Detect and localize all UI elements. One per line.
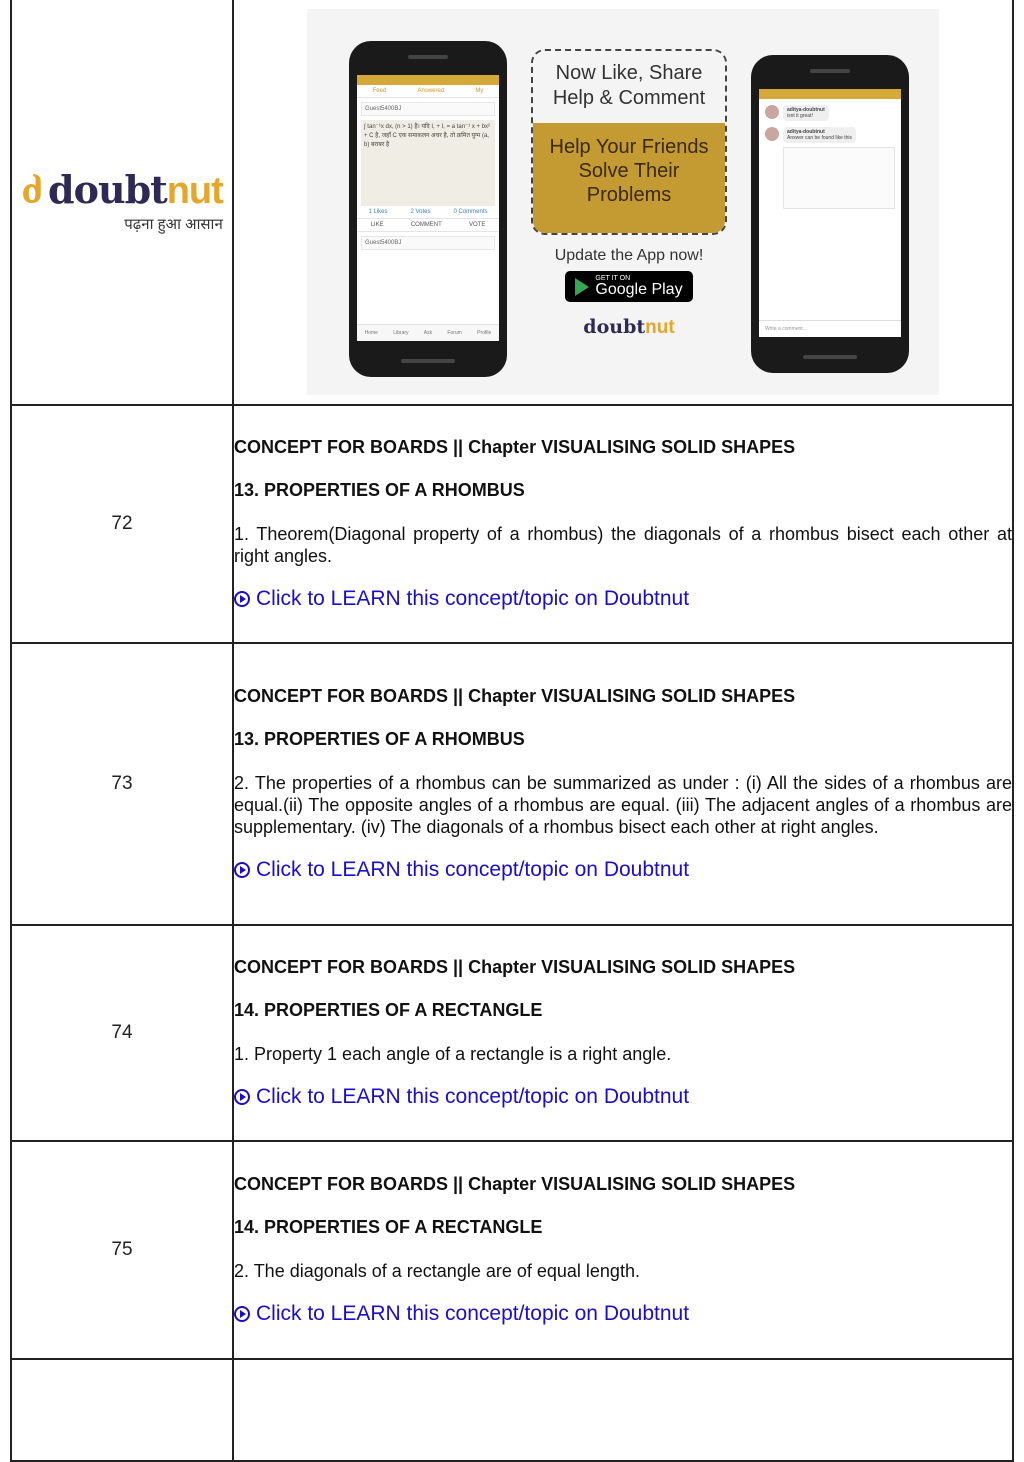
learn-link-text: Click to LEARN this concept/topic on Doubtnut: [256, 1302, 690, 1325]
answer-image: [783, 147, 895, 209]
app-promo-banner[interactable]: [307, 9, 939, 395]
doubtnut-mark-icon: ძ: [21, 171, 43, 212]
chapter-heading: CONCEPT FOR BOARDS || Chapter VISUALISING SOLID SHAPES: [234, 437, 796, 457]
nav-profile: Profile: [477, 330, 492, 336]
google-play-text: Google Play: [595, 281, 683, 298]
message-user: aditya-doubtnut: [787, 129, 825, 135]
doubtnut-logo: [12, 166, 232, 235]
message-user: aditya-doubtnut: [787, 107, 825, 113]
small-logo-accent: nut: [645, 317, 675, 338]
concept-row: [11, 1141, 1013, 1359]
small-doubtnut-logo: [531, 316, 727, 339]
learn-link-text: Click to LEARN this concept/topic on Doubtnut: [256, 858, 690, 881]
concept-row: [11, 925, 1013, 1141]
learn-concept-link[interactable]: [234, 858, 1012, 882]
promo-top-text: Now Like, Share Help & Comment: [533, 51, 725, 123]
play-circle-icon: [234, 1306, 250, 1322]
chat-screen: [759, 89, 901, 337]
row-number: 73: [11, 643, 233, 925]
nav-ask: Ask: [423, 330, 433, 336]
concept-cell: [233, 405, 1013, 643]
concept-cell: [233, 643, 1013, 925]
concept-description: 1. Property 1 each angle of a rectangle is a right angle.: [234, 1044, 672, 1064]
logo-brand-main: doubt: [48, 166, 167, 212]
comment-action: COMMENT: [410, 222, 442, 228]
play-circle-icon: [234, 1089, 250, 1105]
feed-screen: [357, 75, 499, 341]
feed-user-2: Guest5400BJ: [361, 236, 495, 250]
logo-brand-accent: nut: [166, 169, 223, 212]
message-text: Answer can be found like this: [787, 135, 853, 141]
chat-message-1: [765, 105, 895, 121]
concept-cell: [233, 1141, 1013, 1359]
empty-number-cell: [11, 1359, 233, 1461]
topic-heading: 13. PROPERTIES OF A RHOMBUS: [234, 480, 525, 500]
comment-input: Write a comment...: [759, 320, 901, 337]
concept-table: [10, 0, 1014, 1462]
concept-row: [11, 643, 1013, 925]
logo-cell: [11, 0, 233, 405]
logo-tagline: पढ़ना हुआ आसान: [124, 215, 223, 233]
feed-user: Guest5400BJ: [361, 102, 495, 116]
nav-home: Home: [364, 330, 378, 336]
google-play-badge[interactable]: [565, 271, 692, 302]
promo-box: [531, 49, 727, 235]
concept-description: 1. Theorem(Diagonal property of a rhombus) the diagonals of a rhombus bisect each other at right angles.: [234, 524, 1012, 566]
learn-concept-link[interactable]: [234, 587, 1012, 611]
learn-link-text: Click to LEARN this concept/topic on Doubtnut: [256, 587, 690, 610]
votes-count: 2 Votes: [410, 209, 431, 215]
chapter-heading: CONCEPT FOR BOARDS || Chapter VISUALISING SOLID SHAPES: [234, 686, 796, 706]
comments-count: 0 Comments: [453, 209, 488, 215]
right-phone-mockup: [751, 55, 909, 373]
vote-action: VOTE: [469, 222, 486, 228]
row-number: 75: [11, 1141, 233, 1359]
get-it-on-text: GET IT ON: [595, 275, 631, 282]
promo-bottom-text: Help Your Friends Solve Their Problems: [533, 123, 725, 233]
empty-row: [11, 1359, 1013, 1461]
nav-library: Library: [393, 330, 409, 336]
concept-row: [11, 405, 1013, 643]
empty-content-cell: [233, 1359, 1013, 1461]
left-phone-mockup: [349, 41, 507, 377]
promo-center: [531, 49, 727, 339]
question-image: ∫ tan⁻¹x dx, (n > 1) है। यदि I, + I, = a tan⁻¹ x + bx² + C है, जहाँ C एक समाकलन अचर है, तो क्रमित युग्म (a, b) बराबर है: [361, 120, 495, 206]
play-circle-icon: [234, 591, 250, 607]
small-logo-main: doubt: [583, 316, 646, 338]
learn-concept-link[interactable]: [234, 1085, 1012, 1109]
row-number: 72: [11, 405, 233, 643]
message-text: isnt it great!: [787, 113, 813, 119]
concept-cell: [233, 925, 1013, 1141]
like-action: LIKE: [370, 222, 384, 228]
chapter-heading: CONCEPT FOR BOARDS || Chapter VISUALISING SOLID SHAPES: [234, 957, 796, 977]
banner-cell: [233, 0, 1013, 405]
update-app-text: Update the App now!: [554, 247, 704, 264]
header-row: [11, 0, 1013, 405]
concept-description: 2. The properties of a rhombus can be summarized as under : (i) All the sides of a rhombus are equal.(ii) The opposite angles of a rhombus are equal. (iii) The adjacent angles of a rhombus are supplementary. (iv) The diagonals of a rhombus bisect each other at right angles.: [234, 773, 1012, 837]
learn-concept-link[interactable]: [234, 1302, 1012, 1326]
topic-heading: 14. PROPERTIES OF A RECTANGLE: [234, 1217, 543, 1237]
avatar: [765, 105, 779, 119]
chat-message-2: [765, 127, 895, 143]
answered-tab: Answered: [417, 88, 445, 94]
topic-heading: 13. PROPERTIES OF A RHOMBUS: [234, 729, 525, 749]
learn-link-text: Click to LEARN this concept/topic on Doubtnut: [256, 1085, 690, 1108]
topic-heading: 14. PROPERTIES OF A RECTANGLE: [234, 1000, 543, 1020]
nav-forum: Forum: [447, 330, 462, 336]
concept-description: 2. The diagonals of a rectangle are of equal length.: [234, 1261, 640, 1281]
bottom-nav: [357, 324, 499, 341]
avatar: [765, 127, 779, 141]
my-tab: My: [475, 88, 484, 94]
google-play-icon: [575, 278, 589, 296]
row-number: 74: [11, 925, 233, 1141]
chapter-heading: CONCEPT FOR BOARDS || Chapter VISUALISING SOLID SHAPES: [234, 1174, 796, 1194]
play-circle-icon: [234, 862, 250, 878]
feed-tab: Feed: [372, 88, 387, 94]
likes-count: 1 Likes: [368, 209, 388, 215]
